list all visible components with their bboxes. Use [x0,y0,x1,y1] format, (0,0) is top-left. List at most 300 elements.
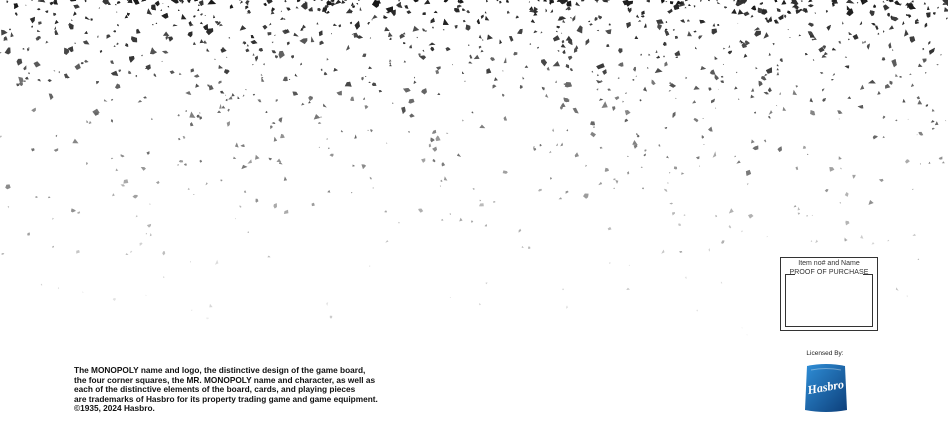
speckle [320,116,322,117]
speckle [150,47,157,54]
speckle [328,147,330,149]
speckle [434,11,438,13]
speckle [186,110,187,112]
speckle [525,65,529,67]
speckle [49,94,54,101]
speckle [924,2,926,4]
legal-line: the four corner squares, the MR. MONOPOLY name and character, as well as [74,374,376,385]
speckle [18,77,24,83]
speckle [227,121,230,127]
speckle [71,208,76,212]
speckle [266,0,272,4]
speckle [449,213,451,215]
speckle [520,85,523,89]
speckle [161,13,168,19]
proof-of-purchase-title: PROOF OF PURCHASE [789,269,869,276]
speckle [437,93,440,95]
speckle [398,222,399,224]
speckle [369,266,370,268]
speckle [1,253,4,255]
speckle [0,136,1,138]
speckle [885,84,890,89]
speckle [543,0,547,2]
speckle [352,5,355,8]
speckle [644,150,646,152]
speckle [272,122,276,124]
speckle [738,23,739,24]
speckle [75,63,81,70]
speckle [209,85,214,90]
speckle [419,55,426,60]
speckle [769,110,773,115]
speckle [922,48,924,50]
speckle [699,165,700,166]
speckle [299,38,307,44]
speckle [906,14,908,16]
speckle [655,50,657,53]
speckle [140,243,143,247]
speckle [440,180,442,182]
speckle [91,18,93,20]
speckle [167,6,169,8]
speckle [723,48,726,50]
speckle [549,151,552,153]
speckle [387,142,388,143]
speckle [181,0,184,4]
speckle [592,71,594,73]
speckle [832,48,836,51]
speckle [615,180,618,184]
speckle [679,251,682,253]
speckle [672,212,675,216]
speckle [494,77,498,81]
speckle [479,35,482,39]
speckle [400,34,405,39]
speckle [384,27,389,31]
speckle [793,90,798,95]
speckle [845,65,850,68]
speckle [238,96,240,99]
speckle [794,205,797,207]
speckle [84,60,89,63]
speckle [255,56,258,62]
speckle [860,21,863,25]
speckle [372,19,373,20]
speckle [598,182,602,185]
speckle [912,234,916,236]
speckle [163,32,170,37]
speckle [370,129,372,132]
speckle [430,138,434,143]
speckle [31,108,36,113]
speckle [566,306,568,309]
speckle [942,161,945,163]
speckle [926,104,929,106]
speckle [566,129,568,131]
speckle [293,92,299,96]
speckle [409,114,414,118]
speckle [504,57,507,63]
speckle [864,41,866,44]
speckle [695,47,697,49]
speckle [504,116,508,121]
speckle [519,229,522,233]
speckle [694,118,699,122]
speckle [533,10,538,14]
speckle [48,79,52,82]
speckle [115,4,117,5]
speckle [331,3,335,7]
speckle [407,10,412,14]
speckle [751,140,755,144]
speckle [747,334,748,336]
speckle [767,236,768,237]
speckle [5,48,11,55]
speckle [38,21,42,25]
speckle [179,0,182,2]
speckle [351,192,352,193]
speckle [892,49,893,51]
speckle [477,19,480,24]
speckle [436,136,441,142]
speckle [368,130,369,131]
speckle [53,1,58,5]
speckle [917,96,920,99]
speckle [213,15,215,18]
speckle [267,256,270,258]
speckle [842,21,844,24]
speckle [215,260,218,265]
speckle [839,119,840,120]
speckle [905,159,910,163]
speckle [199,112,200,113]
speckle [388,32,392,37]
speckle [368,66,372,69]
speckle [636,133,638,135]
speckle [286,8,290,11]
speckle [922,59,926,63]
speckle [479,46,482,49]
speckle [138,100,142,103]
speckle [529,1,530,2]
speckle [6,0,8,3]
speckle [764,140,766,143]
speckle [534,30,538,33]
speckle [741,230,742,232]
speckle [206,317,209,319]
speckle [721,76,724,78]
speckle [820,72,824,74]
speckle [918,64,922,67]
speckle [272,42,274,44]
speckle [190,261,191,262]
speckle [429,43,436,46]
speckle [669,90,672,92]
speckle [220,91,224,94]
speckle [528,246,530,249]
speckle [1,30,8,36]
speckle [777,64,779,66]
speckle [443,19,449,25]
speckle [389,64,392,66]
speckle [424,0,430,4]
speckle [149,204,150,205]
speckle [107,34,111,38]
speckle [550,9,553,13]
speckle [230,4,234,9]
speckle [701,66,706,70]
speckle [879,179,884,182]
speckle [344,0,347,1]
speckle [493,85,497,89]
speckle [432,130,436,134]
speckle [351,10,353,12]
speckle [932,128,935,130]
speckle [372,0,380,8]
speckle [227,109,229,112]
speckle [222,106,226,109]
speckle [918,259,920,260]
speckle [31,148,34,151]
speckle [626,22,631,28]
speckle [542,87,545,91]
speckle [413,26,420,32]
speckle [197,9,199,11]
speckle [112,193,115,196]
speckle [687,31,692,36]
speckle [326,138,328,139]
speckle [118,69,121,72]
speckle [736,72,738,74]
speckle [463,20,466,22]
speckle [517,29,523,34]
speckle [715,107,716,108]
speckle [179,73,182,75]
speckle [384,211,387,213]
speckle [918,100,923,104]
speckle [664,62,667,67]
speckle [877,91,880,95]
speckle [774,0,777,2]
speckle [541,59,547,66]
speckle [30,17,35,24]
speckle [28,47,29,48]
speckle [751,88,754,92]
speckle [331,0,333,2]
speckle [674,166,677,169]
speckle [889,81,892,85]
speckle [907,295,908,297]
speckle [252,53,254,56]
speckle [71,19,73,21]
speckle [745,41,750,46]
speckle [245,89,246,90]
speckle [203,24,208,30]
speckle [644,154,646,157]
speckle [860,85,864,90]
speckle [606,44,609,47]
speckle [625,92,627,94]
speckle [327,11,330,14]
speckle [127,13,130,16]
speckle [296,6,299,8]
speckle [599,99,603,101]
speckle [136,75,137,77]
speckle [751,95,755,98]
speckle [245,6,248,10]
speckle [423,50,425,52]
speckle [815,240,818,243]
speckle [803,146,806,149]
speckle [300,63,302,66]
speckle [513,52,517,56]
speckle [362,54,366,58]
speckle [758,8,762,14]
speckle [844,238,847,242]
speckle [583,194,589,199]
speckle [480,200,481,202]
speckle [789,37,790,38]
speckle [19,82,23,86]
speckle [363,97,365,100]
speckle [141,55,143,57]
speckle [558,50,560,52]
speckle [883,4,890,10]
speckle [408,131,410,133]
speckle [570,17,572,18]
speckle [28,72,30,74]
speckle [597,74,599,76]
speckle [883,136,885,138]
speckle [911,83,914,87]
speckle [253,94,255,96]
speckle [538,189,542,192]
speckle [507,11,510,14]
speckle [637,135,640,138]
speckle [133,195,138,199]
speckle [638,20,641,22]
speckle [52,246,54,248]
speckle [146,295,147,296]
speckle [275,55,278,58]
speckle [887,240,889,242]
speckle [245,0,249,6]
speckle [553,61,560,66]
speckle [872,242,875,245]
speckle [561,44,566,48]
speckle [313,0,315,1]
speckle [155,1,160,7]
speckle [808,4,814,7]
speckle [365,76,367,77]
speckle [540,31,542,33]
speckle [840,202,842,203]
speckle [170,70,175,74]
speckle [240,25,246,30]
speckle [685,7,687,8]
speckle [661,250,664,254]
speckle [564,98,570,102]
speckle [875,25,878,30]
speckle [379,90,382,92]
speckle [744,54,748,58]
speckle [648,54,650,56]
speckle [414,77,415,79]
speckle [269,158,272,161]
speckle [666,21,668,23]
speckle [417,37,419,38]
speckle [756,67,758,70]
speckle [15,13,18,16]
speckle [598,15,602,19]
speckle [882,57,886,60]
speckle [243,95,245,97]
speckle [675,57,678,59]
speckle [827,25,831,31]
speckle [753,146,759,151]
speckle [605,168,609,172]
speckle [111,71,118,76]
speckle [59,71,61,73]
speckle [846,0,854,4]
speckle [871,23,876,26]
speckle [263,25,268,30]
speckle [58,287,59,289]
speckle [401,107,406,114]
speckle [136,29,140,34]
speckle [459,0,463,4]
speckle [937,64,939,65]
speckle [436,66,441,70]
speckle [435,70,439,75]
speckle [883,1,885,3]
speckle [263,3,267,6]
speckle [590,121,595,125]
speckle [346,45,350,51]
speckle [777,8,781,12]
speckle [595,17,598,21]
proof-of-purchase-box [780,257,878,331]
speckle [389,59,392,62]
speckle [747,183,749,185]
speckle [641,15,645,17]
speckle [239,0,240,1]
speckle [676,98,677,99]
speckle [702,135,704,139]
speckle [199,0,204,5]
speckle [746,170,751,176]
speckle [715,74,719,80]
speckle [111,119,113,122]
speckle [0,52,1,53]
speckle [888,42,891,48]
speckle [261,74,263,76]
speckle [694,86,700,90]
speckle [141,167,146,171]
speckle [798,207,801,211]
speckle [25,77,29,80]
speckle [831,79,833,81]
speckle [560,143,563,147]
speckle [709,88,712,91]
speckle [53,13,56,16]
speckle [808,0,813,2]
speckle [902,21,904,25]
speckle [441,219,443,221]
speckle [41,284,43,286]
speckle [178,114,180,116]
speckle [200,39,204,43]
